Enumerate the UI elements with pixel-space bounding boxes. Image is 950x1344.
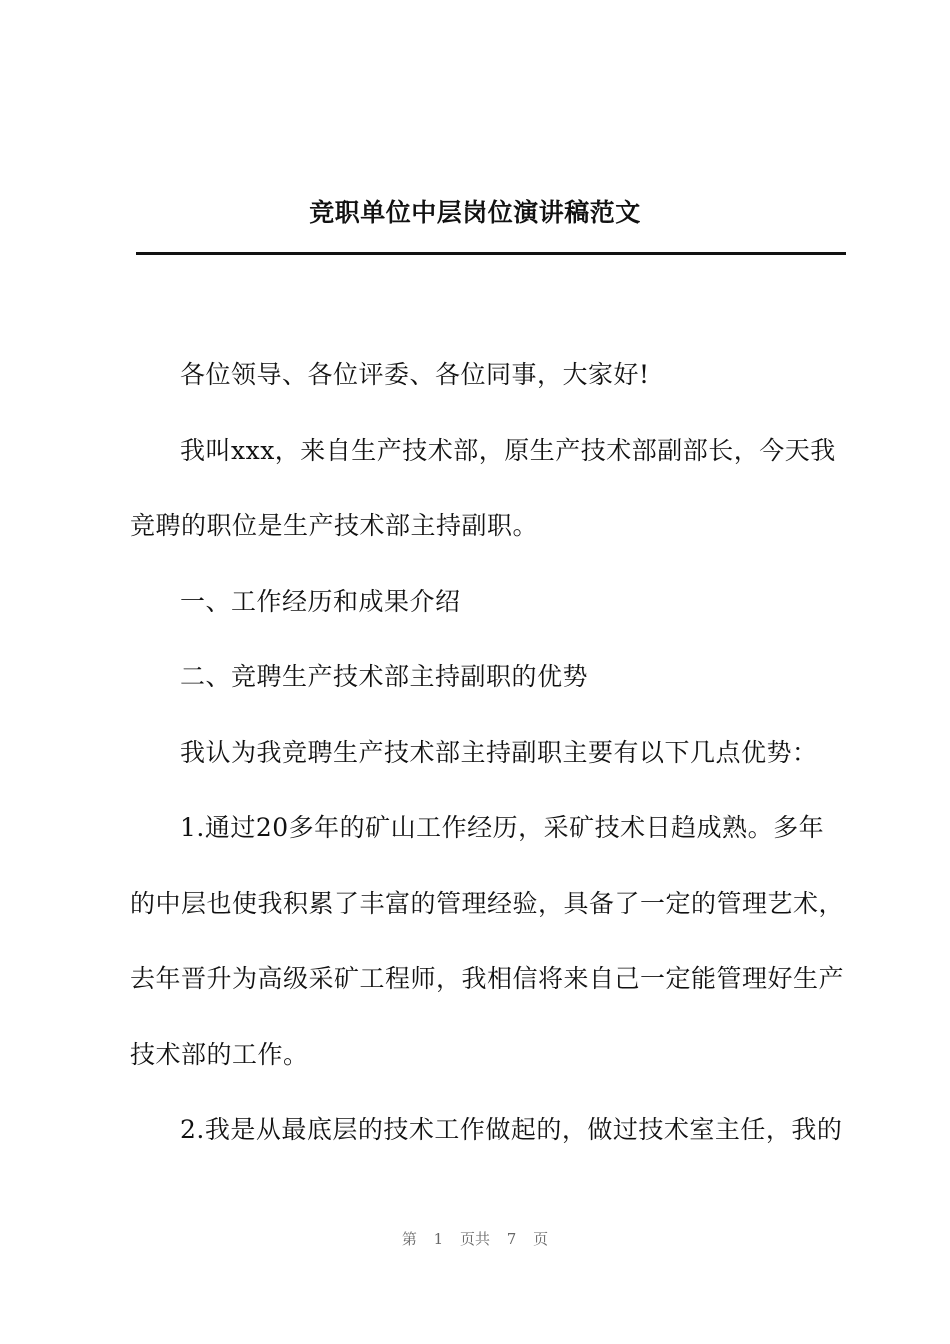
title-divider: [136, 252, 846, 255]
document-body: [130, 337, 845, 1168]
section-heading-advantages: 二、竞聘生产技术部主持副职的优势: [180, 662, 589, 691]
paragraph-introduction: 我叫xxx，来自生产技术部，原生产技术部副部长，今天我竞聘的职位是生产技术部主持副职。: [130, 435, 836, 540]
current-page-number: 1: [433, 1230, 444, 1248]
page-label-suffix: 页: [533, 1230, 549, 1248]
paragraph-advantages-intro: 我认为我竞聘生产技术部主持副职主要有以下几点优势：: [180, 737, 818, 767]
page-label-middle: 页共: [459, 1230, 490, 1248]
paragraph-advantage-1: 1.通过20多年的矿山工作经历，采矿技术日趋成熟。多年的中层也使我积累了丰富的管理经验，具备了一定的管理艺术，去年晋升为高级采矿工程师，我相信将来自己一定能管理好生产技术部的工作。: [130, 813, 845, 1069]
paragraph-advantage-2: 2.我是从最底层的技术工作做起的，做过技术室主任，我的: [180, 1115, 843, 1144]
page-footer: [0, 1229, 950, 1249]
paragraph-greeting: 各位领导、各位评委、各位同事，大家好!: [180, 360, 650, 389]
section-heading-work-experience: 一、工作经历和成果介绍: [180, 586, 461, 616]
total-page-count: 7: [506, 1230, 517, 1248]
page-label-prefix: 第: [401, 1230, 417, 1248]
page-title: 竞职单位中层岗位演讲稿范文: [309, 198, 641, 227]
